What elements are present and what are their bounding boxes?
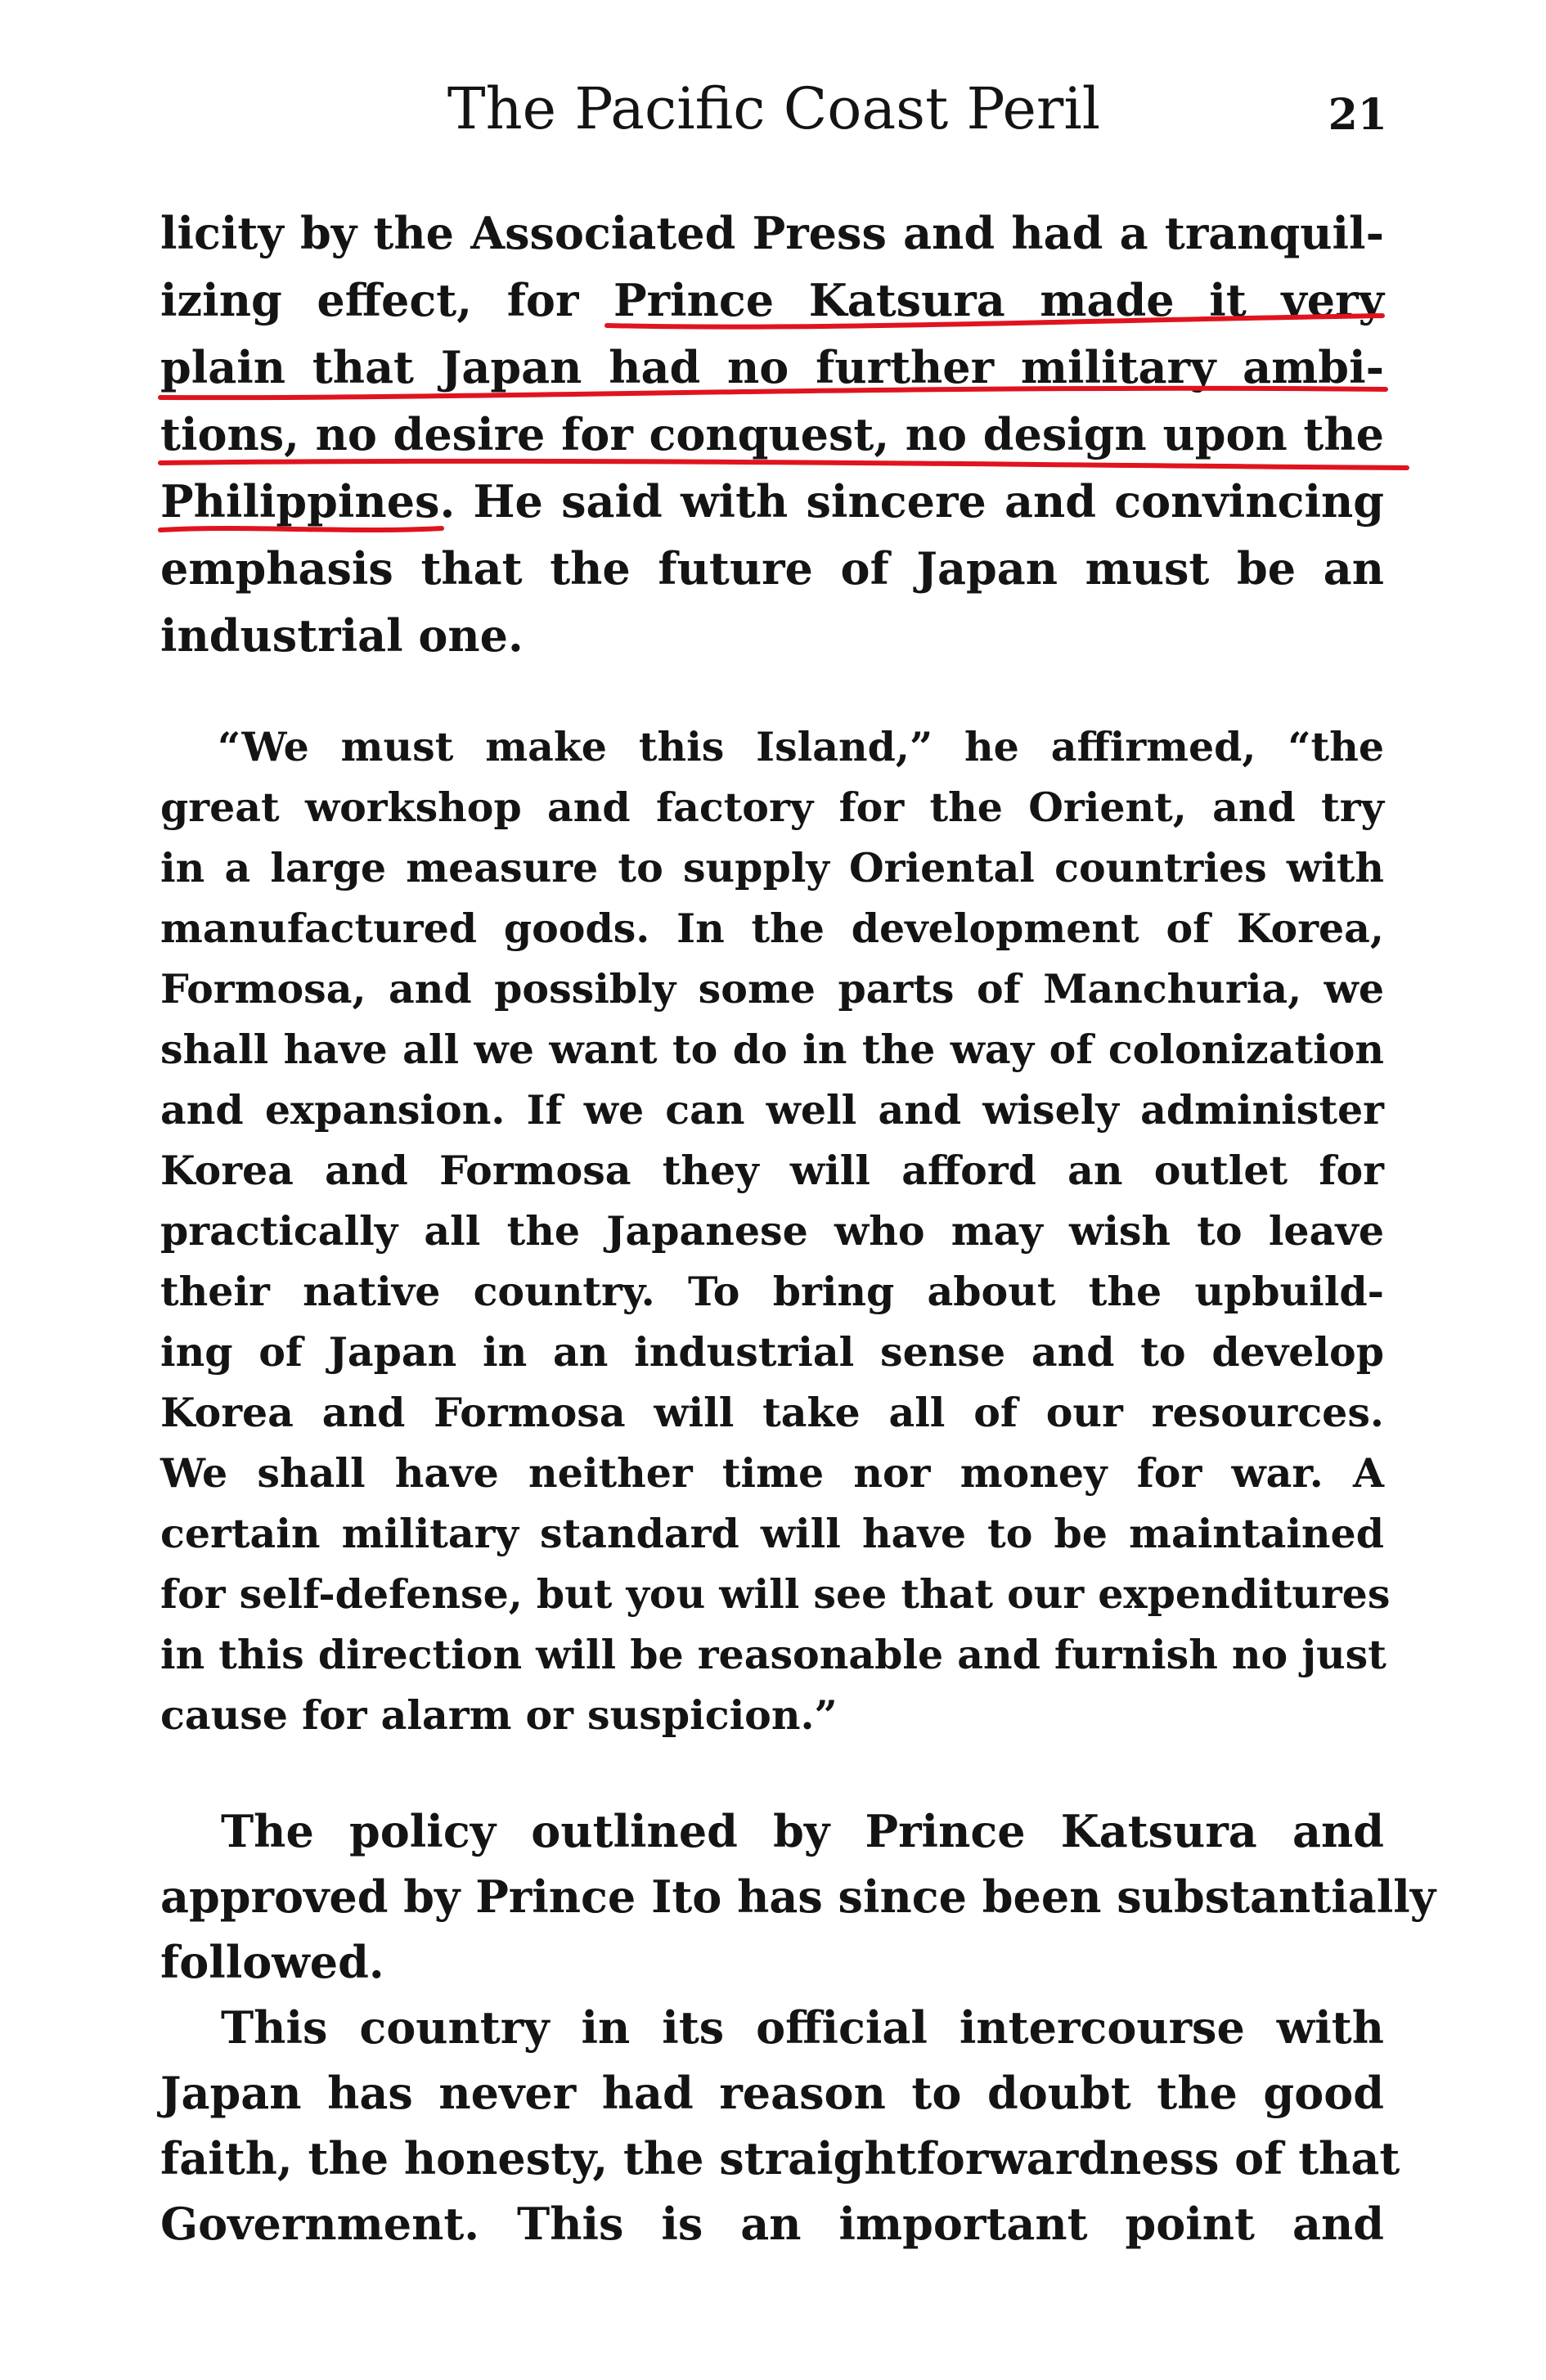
text-line: The policy outlined by Prince Katsura and xyxy=(221,1805,1384,1857)
text-line: for self-defense, but you will see that our expenditures xyxy=(160,1570,1391,1618)
page-number: 21 xyxy=(1328,90,1387,140)
text-line: Korea and Formosa they will afford an outlet for xyxy=(160,1147,1384,1194)
text-line: Korea and Formosa will take all of our resources. xyxy=(160,1389,1384,1436)
text-line: Philippines. He said with sincere and convincing xyxy=(160,475,1384,528)
text-line: certain military standard will have to be maintained xyxy=(160,1510,1384,1557)
text-line: We shall have neither time nor money for war. A xyxy=(160,1449,1384,1497)
text-line: emphasis that the future of Japan must be an xyxy=(160,542,1384,595)
text-line: practically all the Japanese who may wish to leave xyxy=(160,1207,1384,1255)
running-head xyxy=(160,64,1387,154)
text-line: great workshop and factory for the Orient, and try xyxy=(160,784,1384,831)
text-line: plain that Japan had no further military ambi- xyxy=(160,341,1384,393)
text-line: approved by Prince Ito has since been substantially xyxy=(160,1870,1436,1923)
text-line: cause for alarm or suspicion.” xyxy=(160,1691,838,1739)
text-line: izing effect, for Prince Katsura made it very xyxy=(160,274,1384,326)
running-title: The Pacific Coast Peril xyxy=(447,75,1101,142)
text-line: “We must make this Island,” he affirmed, “the xyxy=(218,723,1384,770)
text-line: shall have all we want to do in the way of colonization xyxy=(160,1026,1384,1073)
text-line: Formosa, and possibly some parts of Manchuria, we xyxy=(160,965,1384,1013)
text-line: industrial one. xyxy=(160,609,524,662)
text-line: in a large measure to supply Oriental countries with xyxy=(160,844,1384,891)
text-line: tions, no desire for conquest, no design upon the xyxy=(160,408,1384,460)
text-line: in this direction will be reasonable and furnish no just xyxy=(160,1631,1386,1678)
text-line: their native country. To bring about the upbuild- xyxy=(160,1268,1384,1315)
text-line: faith, the honesty, the straightforwardness of that xyxy=(160,2132,1400,2185)
text-line: This country in its official intercourse with xyxy=(221,2001,1384,2054)
text-line: Japan has never had reason to doubt the good xyxy=(160,2067,1384,2119)
text-line: manufactured goods. In the development of Korea, xyxy=(160,905,1384,952)
text-line: and expansion. If we can well and wisely administer xyxy=(160,1086,1384,1134)
text-line: licity by the Associated Press and had a tranquil- xyxy=(160,207,1384,259)
text-line: Government. This is an important point and xyxy=(160,2198,1384,2250)
text-line: followed. xyxy=(160,1936,384,1988)
text-line: ing of Japan in an industrial sense and to develop xyxy=(160,1328,1384,1376)
